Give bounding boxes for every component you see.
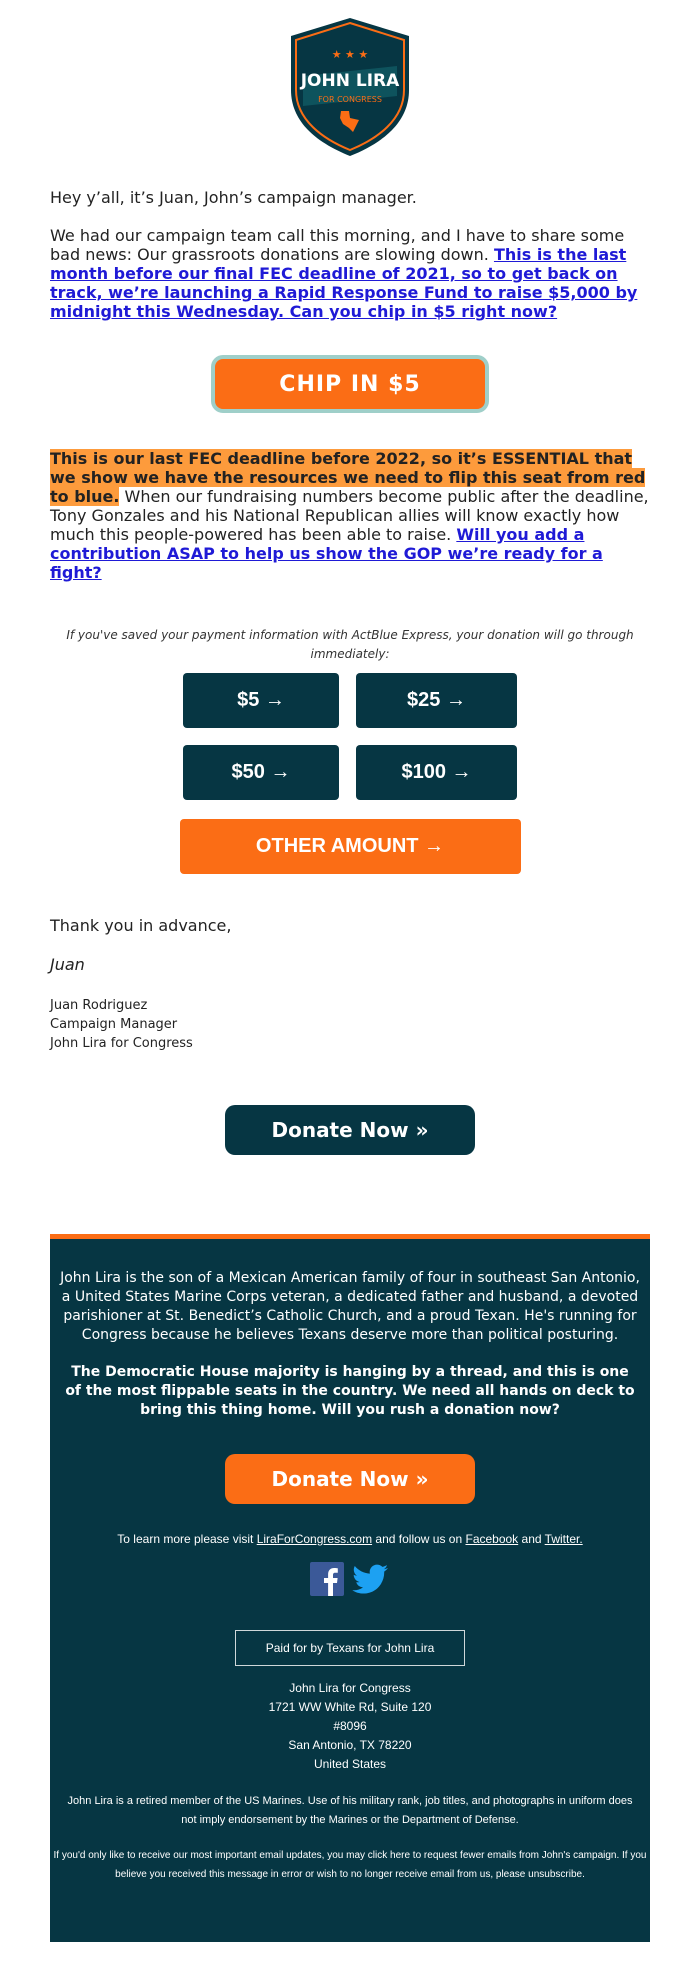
military-disclaimer: John Lira is a retired member of the US Marines. Use of his military rank, job titles, and photographs in uniform does not imply endorsement by the Marines or the Department of Defense. xyxy=(67,1795,633,1826)
address-line-1: John Lira for Congress xyxy=(289,1681,411,1695)
twitter-icon[interactable] xyxy=(352,1562,390,1600)
donate-5-button[interactable]: $5 → xyxy=(183,673,339,728)
amount-row-2 xyxy=(183,745,517,800)
donation-amounts xyxy=(0,673,700,874)
donate-50-button[interactable]: $50 → xyxy=(183,745,339,800)
amount-row-1 xyxy=(183,673,517,728)
thanks-text: Thank you in advance, xyxy=(50,916,232,935)
campaign-logo-icon xyxy=(285,16,415,158)
chip-in-button[interactable]: CHIP IN $5 xyxy=(211,355,489,413)
contribution-link[interactable]: Will you add a contribution ASAP to help us show the GOP we’re ready for a fight? xyxy=(50,525,603,582)
intro-text: We had our campaign team call this morning, and I have to share some bad news: Our grassroots donations are slowing down. xyxy=(50,226,625,264)
footer-address xyxy=(50,1679,650,1774)
donate-row xyxy=(0,1105,700,1155)
unsub-end: . xyxy=(582,1869,585,1880)
signature-block xyxy=(50,996,650,1053)
deadline-text: When our fundraising numbers become public after the deadline, Tony Gonzales and his National Republican allies will know exactly how much this people-powered has been able to raise. xyxy=(50,487,649,544)
logo-name: JOHN LIRA xyxy=(300,71,400,91)
address-line-2: 1721 WW White Rd, Suite 120 xyxy=(268,1700,432,1714)
other-amount-button[interactable]: OTHER AMOUNT → xyxy=(180,819,521,874)
footer-learn-more xyxy=(50,1532,650,1546)
twitter-link[interactable]: Twitter. xyxy=(544,1532,583,1546)
facebook-link[interactable]: Facebook xyxy=(465,1532,519,1546)
address-line-5: United States xyxy=(313,1757,387,1771)
unsub-mid: to request fewer emails from John's campaign. If you believe you received this message in error or wish to no longer receive email from us, please xyxy=(115,1850,647,1880)
rapid-response-link[interactable]: This is the last month before our final FEC deadline of 2021, so to get back on track, we’re launching a Rapid Response Fund to raise $5,000 by midnight this Wednesday. Can you chip in $5 right now? xyxy=(50,245,638,321)
learn-prefix: To learn more please visit xyxy=(117,1532,257,1546)
intro-paragraph xyxy=(50,226,650,321)
actblue-express-note: If you've saved your payment information with ActBlue Express, your donation will go through immediately: xyxy=(66,628,634,661)
highlighted-text: This is our last FEC deadline before 2022, so it’s ESSENTIAL that we show we have the resources we need to flip this seat from red to blue. xyxy=(50,449,646,506)
signature-text: Juan xyxy=(50,955,85,974)
unsub-prefix: If you'd only like to receive our most important email updates, you may xyxy=(53,1850,368,1861)
address-line-4: San Antonio, TX 78220 xyxy=(288,1738,412,1752)
learn-mid: and follow us on xyxy=(372,1532,466,1546)
address-line-3: #8096 xyxy=(333,1719,367,1733)
unsubscribe-link[interactable]: unsubscribe xyxy=(528,1869,583,1880)
unsubscribe-text xyxy=(50,1846,650,1884)
logo-sub: FOR CONGRESS xyxy=(318,95,382,104)
donate-100-button[interactable]: $100 → xyxy=(356,745,517,800)
facebook-icon[interactable] xyxy=(310,1562,344,1600)
chip-row xyxy=(0,355,700,413)
fewer-emails-link[interactable]: click here xyxy=(367,1850,411,1861)
footer-appeal: The Democratic House majority is hanging by a thread, and this is one of the most flippable seats in the country. We need all hands on deck to bring this thing home. Will you rush a donation now? xyxy=(65,1364,635,1418)
greeting-text: Hey y’all, it’s Juan, John’s campaign manager. xyxy=(50,188,417,207)
email-body xyxy=(0,188,700,321)
logo-stars: ★ ★ ★ xyxy=(331,48,369,61)
donate-25-button[interactable]: $25 → xyxy=(356,673,517,728)
website-link[interactable]: LiraForCongress.com xyxy=(256,1532,373,1546)
signoff xyxy=(0,916,700,1053)
footer-donate-button[interactable]: Donate Now » xyxy=(225,1454,475,1504)
footer-bio: John Lira is the son of a Mexican American family of four in southeast San Antonio, a United States Marine Corps veteran, a dedicated father and husband, a devoted parishioner at St. Benedict’s Catholic Church, and a proud Texan. He's running for Congress because he believes Texans deserve more than political posturing. xyxy=(60,1270,640,1343)
social-icons xyxy=(50,1562,650,1600)
learn-and: and xyxy=(518,1532,545,1546)
deadline-paragraph xyxy=(50,449,650,582)
email-body-2 xyxy=(0,449,700,582)
paid-for-box: Paid for by Texans for John Lira xyxy=(235,1630,465,1666)
sig-name: Juan Rodriguez xyxy=(50,998,148,1013)
donate-now-button[interactable]: Donate Now » xyxy=(225,1105,475,1155)
sig-org: John Lira for Congress xyxy=(50,1036,193,1051)
sig-title: Campaign Manager xyxy=(50,1017,178,1032)
logo-container xyxy=(0,0,700,175)
footer xyxy=(50,1234,650,1942)
